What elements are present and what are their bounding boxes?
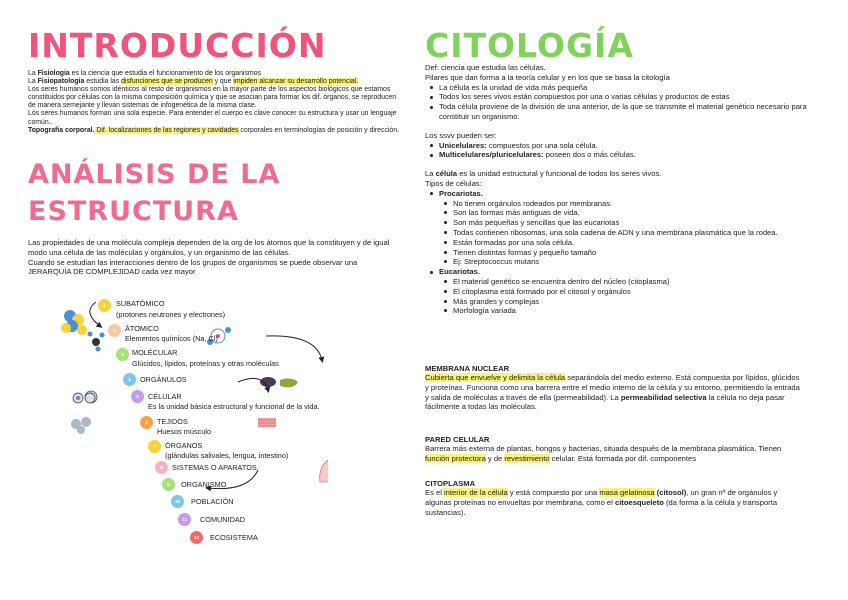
label-4: ORGÁNULOS <box>140 375 187 384</box>
label-9: ORGANISMO <box>181 480 227 489</box>
citologia-title: CITOLOGÍA <box>425 26 634 65</box>
label-1: SUBATÓMICO <box>116 299 165 308</box>
badge-9: 9 <box>162 478 175 491</box>
list-item: El citoplasma está formado por el citosol y orgánulos <box>425 287 825 297</box>
list-item: Multicelulares/pluricelulares: poseen dos o más células. <box>425 150 825 160</box>
label-6: TEJIDOS <box>157 417 188 426</box>
label-8: SISTEMAS O APARATOS <box>172 463 257 472</box>
list-item: No tienen orgánulos rodeados por membranas. <box>425 199 825 209</box>
citoplasma-title: CITOPLASMA <box>425 479 476 488</box>
celula-text: La célula es la unidad estructural y funcional de todos los seres vivos. <box>425 169 662 179</box>
label-3: MOLÉCULAR <box>132 348 178 357</box>
analysis-p1: Las propiedades de una molécula compleja dependen de la org de los átomos que la constituyen y de igual modo una célula de las moléculas y orgánulos, y un organismo de las células. <box>28 238 390 257</box>
label-10: POBLACIÓN <box>191 497 234 506</box>
intro-line-2: La Fisiopatologia estudia las disfunciones que se producen y que impiden alcanzar su desarrollo potencial. <box>28 78 359 86</box>
list-item: Son más pequeñas y sencillas que las eucariotas <box>425 218 825 228</box>
list-item: Unicelulares: compuestos por una sola célula. <box>425 141 825 151</box>
list-item: Están formadas por una sola célula. <box>425 238 825 248</box>
list-item: Toda célula proviene de la división de una anterior, de la que se transmite el material genético necesario para constituir un organismo. <box>425 102 825 122</box>
pared-section <box>425 435 805 464</box>
ssvv-text: Los ssvv pueden ser: <box>425 130 497 140</box>
sub-3: Glúcidos, lípidos, proteínas y otras moléculas <box>132 359 279 368</box>
tipos-list <box>425 189 825 316</box>
badge-12: 12 <box>190 531 203 544</box>
hierarchy-diagram <box>28 0 403 600</box>
badge-2: 2 <box>108 324 121 337</box>
badge-10: 10 <box>171 495 184 508</box>
list-item: Tienen distintas formas y pequeño tamaño <box>425 248 825 258</box>
citologia-body <box>425 63 825 316</box>
list-item: El material genético se encuentra dentro del núcleo (citoplasma) <box>425 277 825 287</box>
badge-6: 6 <box>140 416 153 429</box>
intro-line-1: La Fisiologia es la ciencia que estudia el funcionamiento de los organismos <box>28 70 261 77</box>
analysis-p2: Cuando se estudian las interacciones dentro de los grupos de organismos se puede observar una JERARQUÍA DE COMPLEJIDAD cada vez mayor <box>28 257 358 277</box>
label-11: COMUNIDAD <box>200 515 245 524</box>
ssvv-list <box>425 141 825 161</box>
sub-1: (protones neutrones y electrones) <box>116 310 226 319</box>
intro-line-5: Topografia corporal. Dif. localizaciones de las regiones y cavidades corporales en terminologías de posición y dirección. <box>28 126 399 134</box>
list-item: Morfología variada <box>425 306 825 316</box>
intro-line-4: Los seres humanos forman una sola especie. Para entender el cuerpo es clave conocer su estructura y usar un lenguaje común.. <box>28 110 397 126</box>
pared-text: Barrera más externa de plantas, hongos y bacterias, situada después de la membrana plasmática. Tienen función protectora y de revestimiento celular. Está formada por dif. componentes <box>425 444 782 463</box>
eucariotas-list <box>425 277 825 316</box>
sub-5: Es la unidad básica estructural y funcional de la vida. <box>148 402 320 411</box>
label-5: CÉLULAR <box>148 392 182 401</box>
tipos-text: Tipos de células: <box>425 178 482 188</box>
membrana-title: MEMBRANA NUCLEAR <box>425 364 510 373</box>
list-item: Más grandes y complejas <box>425 297 825 307</box>
label-2: ÁTOMICO <box>125 324 159 333</box>
label-7: ÓRGANOS <box>165 441 203 450</box>
membrana-text: Cubierta que envuelve y delimita la célula separándola del medio externo. Está compuesta por lípidos, glúcidos y proteínas. Funciona como una barrera entre el medio interno de la célula y su entorno, permitiendo la entrada y salida de moléculas a través de ella (permeabilidad). La permeabilidad selectiva la célula no deja pasar fácilmente a todas las moléculas. <box>425 373 800 412</box>
list-item: Ej: Streptococcus mutans <box>425 257 825 267</box>
pared-title: PARED CELULAR <box>425 435 490 444</box>
sub-2: Elementos químicos (Na, Cl) <box>125 334 218 343</box>
label-12: ECOSISTEMA <box>210 533 258 542</box>
sub-6: Huesos músculo <box>157 427 211 436</box>
badge-1: 1 <box>98 299 111 312</box>
badge-4: 4 <box>123 373 136 386</box>
citoplasma-section <box>425 479 805 517</box>
list-item: Eucariotas. El material genético se encuentra dentro del núcleo (citoplasma) El citoplasma está formado por el citosol y orgánulos Más grandes y complejas Morfología variada <box>425 267 825 316</box>
hierarchy-arrows <box>28 0 403 600</box>
citoplasma-text: Es el interior de la célula y está compuesto por una masa gelatinosa (citosol), un gran nº de orgánulos y algunas proteínas no envueltas por membrana, como el citoesqueleto (da forma a la célula y transporta sustancias). <box>425 488 778 517</box>
badge-8: 8 <box>155 461 168 474</box>
badge-3: 3 <box>116 348 129 361</box>
intro-line-3: Los seres humanos somos idénticos al resto de organismos en la mayor parte de los aspectos biológicos que estamos constituidos por células con la misma composición química y que se asocian para formar los dif. órganos, se reproducen de manera semejante y llevan sistemas de infogenética de la misma clase. <box>28 86 397 110</box>
pilares-text: Pilares que dan forma a la teoría celular y en los que se basa la citología <box>425 72 670 82</box>
sub-7: (glándulas salivales, lengua, intestino) <box>165 451 289 460</box>
def-text: Def: ciencia que estudia las células. <box>425 63 546 72</box>
list-item: Todos los seres vivos están compuestos por una o varias células y productos de estas <box>425 92 825 102</box>
membrana-section <box>425 364 805 412</box>
list-item: La célula es la unidad de vida más pequeña <box>425 83 825 93</box>
procariotas-list <box>425 199 825 268</box>
badge-5: 5 <box>131 390 144 403</box>
analysis-title: ANÁLISIS DE LA ESTRUCTURA <box>28 159 281 227</box>
badge-11: 11 <box>178 513 191 526</box>
badge-7: 7 <box>148 440 161 453</box>
pilares-list <box>425 83 825 122</box>
intro-title: INTRODUCCIÓN <box>28 26 327 65</box>
list-item: Todas contienen ribosomas, una sola cadena de ADN y una membrana plasmática que la rodea. <box>425 228 825 238</box>
list-item: Son las formas más antiguas de vida. <box>425 208 825 218</box>
list-item: Procariotas. No tienen orgánulos rodeados por membranas. Son las formas más antiguas de vida. Son más pequeñas y sencillas que las eucariotas Todas contienen ribosomas, una sola cadena de ADN y una membrana plasmática que la rodea. Están formadas por una sola célula. Tienen distintas formas y pequeño tamaño Ej: Streptococcus mutans <box>425 189 825 267</box>
